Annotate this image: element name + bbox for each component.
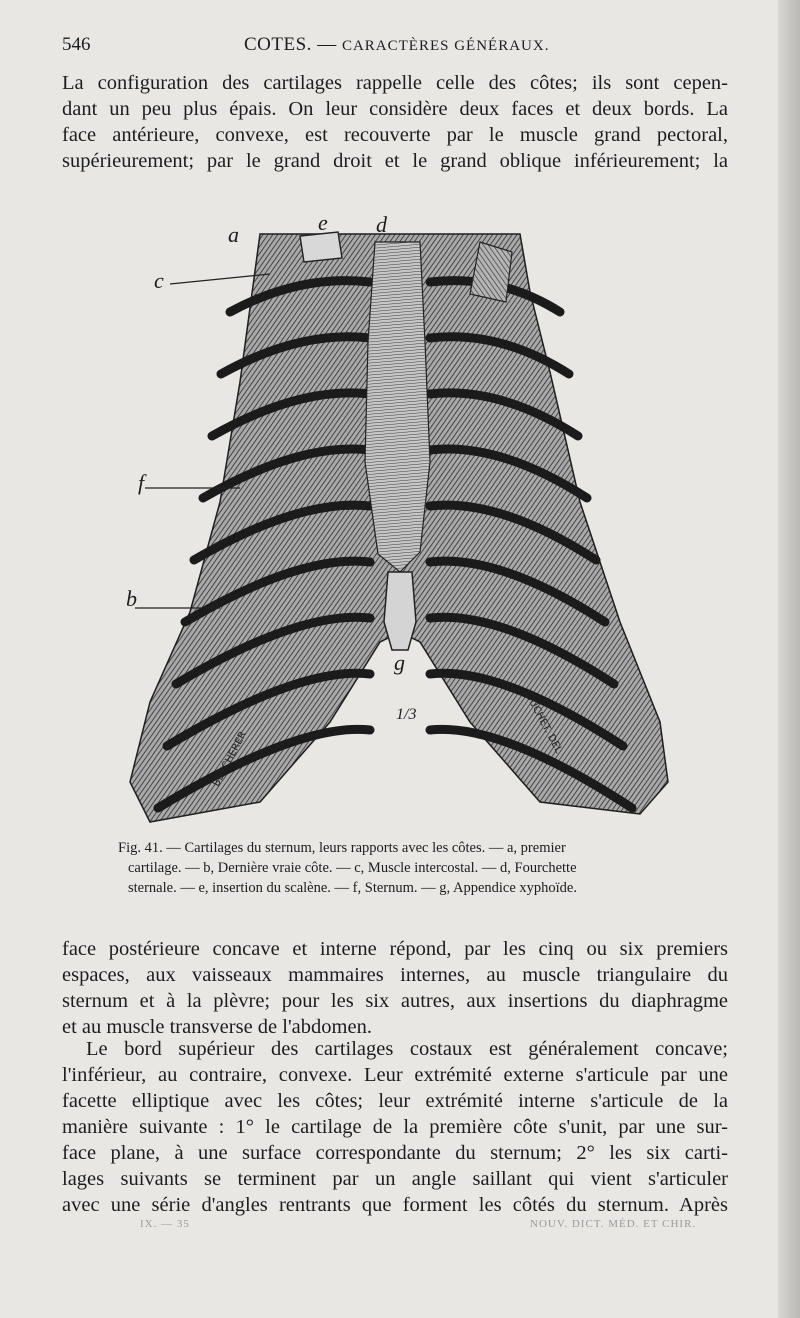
- caption-line: cartilage. — b, Dernière vraie côte. — c, Muscle intercostal. — d, Fourchette: [128, 860, 577, 876]
- label-d: d: [376, 212, 387, 237]
- ribcage-illustration: [120, 222, 680, 832]
- text-line: espaces, aux vaisseaux mammaires internes, au muscle triangulaire du: [62, 964, 728, 986]
- label-c: c: [154, 268, 164, 293]
- sternum: [365, 242, 430, 572]
- text-line: dant un peu plus épais. On leur considère deux faces et deux bords. La: [62, 98, 728, 120]
- label-f: f: [138, 470, 145, 495]
- paragraph-intro: [62, 70, 728, 174]
- caption-line: sternale. — e, insertion du scalène. — f, Sternum. — g, Appendice xyphoïde.: [128, 880, 577, 896]
- running-title-main: COTES.: [244, 34, 312, 55]
- label-g: g: [394, 650, 405, 675]
- text-line: lages suivants se terminent par un angle saillant qui vient s'articuler: [62, 1168, 728, 1190]
- text-line: La configuration des cartilages rappelle celle des côtes; ils sont cepen-: [62, 72, 728, 94]
- engraver-signature: BESCHERER: [210, 729, 250, 789]
- running-title-sub: CARACTÈRES GÉNÉRAUX.: [341, 38, 550, 54]
- text-line: face plane, à une surface correspondante du sternum; 2° les six carti-: [62, 1142, 728, 1164]
- text-line: avec une série d'angles rentrants que forment les côtés du sternum. Après: [62, 1194, 728, 1216]
- text-line: sternum et à la plèvre; pour les six autres, aux insertions du diaphragme: [62, 990, 728, 1012]
- label-e: e: [318, 210, 328, 235]
- xyphoid-appendix: [384, 572, 416, 650]
- scale-label: 1/3: [396, 706, 417, 723]
- footer-signature: IX. — 35: [140, 1218, 190, 1230]
- text-line: face postérieure concave et interne répond, par les cinq ou six premiers: [62, 938, 728, 960]
- text-line: supérieurement; par le grand droit et le grand oblique inférieurement; la: [62, 150, 728, 172]
- text-line: face antérieure, convexe, est recouverte par le muscle grand pectoral,: [62, 124, 728, 146]
- caption-line: Fig. 41. — Cartilages du sternum, leurs rapports avec les côtes. — a, premier: [118, 840, 566, 856]
- text-line: manière suivante : 1° le cartilage de la première côte s'unit, par une sur-: [62, 1116, 728, 1138]
- anatomical-engraving: [120, 210, 680, 832]
- footer-publication: NOUV. DICT. MÉD. ET CHIR.: [530, 1218, 697, 1230]
- text-line: facette elliptique avec les côtes; leur extrémité interne s'articule de la: [62, 1090, 728, 1112]
- artist-signature: JOUCHET. DEL: [521, 688, 564, 756]
- scalene-insertion: [300, 232, 342, 262]
- page-gutter: [778, 0, 800, 1318]
- running-title: [244, 34, 549, 56]
- label-b: b: [126, 586, 137, 611]
- text-line: et au muscle transverse de l'abdomen.: [62, 1016, 372, 1038]
- text-line: Le bord supérieur des cartilages costaux est généralement concave;: [86, 1038, 728, 1060]
- text-line: l'inférieur, au contraire, convexe. Leur extrémité externe s'articule par une: [62, 1064, 728, 1086]
- paragraph-posterior-face: [62, 936, 728, 1040]
- running-title-sep: —: [311, 34, 342, 55]
- page-number: 546: [62, 34, 91, 55]
- figure-caption: [118, 838, 678, 898]
- paragraph-borders: [62, 1036, 728, 1218]
- page-header: [62, 34, 732, 60]
- label-a: a: [228, 222, 239, 247]
